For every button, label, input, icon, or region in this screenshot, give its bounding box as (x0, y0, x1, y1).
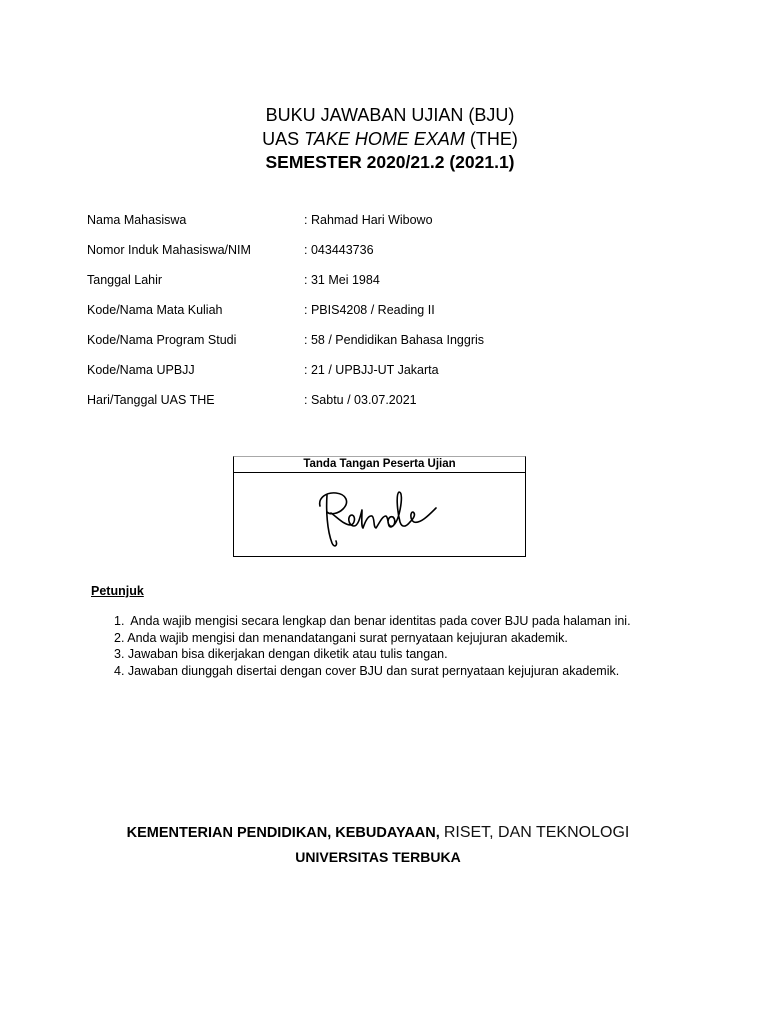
instruction-text: Anda wajib mengisi dan menandatangani surat pernyataan kejujuran akademik. (127, 630, 568, 645)
instruction-number: 4. (114, 664, 125, 679)
field-separator: : (304, 243, 308, 257)
title-line-3: SEMESTER 2020/21.2 (2021.1) (265, 152, 515, 172)
title-line-2 (130, 128, 650, 152)
signature-stroke (320, 493, 347, 514)
field-value: PBIS4208 / Reading II (310, 303, 435, 317)
instruction-number: 2. (114, 630, 125, 645)
instruction-item (114, 663, 631, 680)
identity-table (87, 212, 687, 422)
instruction-text: Anda wajib mengisi secara lengkap dan benar identitas pada cover BJU pada halaman ini. (130, 614, 631, 628)
instruction-item (114, 646, 631, 663)
title-line-2-suffix: (THE) (469, 128, 518, 149)
identity-row-birth-date (87, 272, 687, 302)
title-line-2-prefix: UAS (262, 128, 300, 149)
identity-row-exam-date (87, 392, 687, 422)
field-value: 31 Mei 1984 (310, 273, 380, 287)
ministry-name-part-1: KEMENTERIAN PENDIDIKAN, KEBUDAYAAN, (126, 825, 440, 841)
field-separator: : (304, 213, 308, 227)
title-line-2-italic: TAKE HOME EXAM (304, 128, 465, 149)
field-label: Tanggal Lahir (87, 273, 163, 287)
instructions-title: Petunjuk (91, 584, 144, 598)
field-separator: : (304, 303, 308, 317)
field-label: Kode/Nama Program Studi (87, 333, 237, 347)
field-value-cell (304, 242, 374, 258)
instruction-text: Jawaban diunggah disertai dengan cover BJU dan surat pernyataan kejujuran akademik. (127, 664, 620, 679)
field-value: 043443736 (310, 243, 374, 257)
field-label: Kode/Nama Mata Kuliah (87, 303, 223, 317)
field-value-cell (304, 392, 417, 408)
identity-row-student-name (87, 212, 687, 242)
field-value-cell (304, 362, 439, 378)
instructions-list (114, 613, 631, 680)
identity-row-upbjj (87, 362, 687, 392)
university-name: UNIVERSITAS TERBUKA (295, 849, 461, 865)
field-value: 58 / Pendidikan Bahasa Inggris (310, 333, 485, 347)
title-line-1: BUKU JAWABAN UJIAN (BJU) (265, 105, 515, 125)
instruction-text: Jawaban bisa dikerjakan dengan diketik atau tulis tangan. (127, 647, 448, 662)
field-value-cell (304, 302, 435, 318)
identity-row-course (87, 302, 687, 332)
field-value-cell (304, 212, 433, 228)
footer-block (0, 823, 756, 867)
signature (233, 456, 526, 557)
field-label: Hari/Tanggal UAS THE (87, 393, 215, 407)
signature-box (233, 456, 526, 557)
instruction-number: 1. (114, 614, 125, 628)
identity-row-nim (87, 242, 687, 272)
field-separator: : (304, 363, 308, 377)
field-label: Nama Mahasiswa (87, 213, 187, 227)
ministry-name-part-2: RISET, DAN TEKNOLOGI (443, 824, 630, 841)
signature-stroke (327, 495, 337, 546)
field-value: Rahmad Hari Wibowo (310, 213, 433, 227)
field-separator: : (304, 393, 308, 407)
field-separator: : (304, 273, 308, 287)
instruction-number: 3. (114, 647, 125, 662)
field-value-cell (304, 272, 380, 288)
field-label: Nomor Induk Mahasiswa/NIM (87, 243, 251, 257)
field-separator: : (304, 333, 308, 347)
field-label: Kode/Nama UPBJJ (87, 363, 195, 377)
instruction-item (114, 630, 631, 647)
instruction-item (114, 613, 631, 630)
ministry-name (0, 823, 756, 843)
title-block (130, 104, 650, 175)
field-value: Sabtu / 03.07.2021 (310, 393, 417, 407)
field-value-cell (304, 332, 484, 348)
signature-stroke (331, 492, 436, 528)
field-value: 21 / UPBJJ-UT Jakarta (310, 363, 439, 377)
identity-row-study-program (87, 332, 687, 362)
signature-box-title: Tanda Tangan Peserta Ujian (234, 457, 525, 473)
